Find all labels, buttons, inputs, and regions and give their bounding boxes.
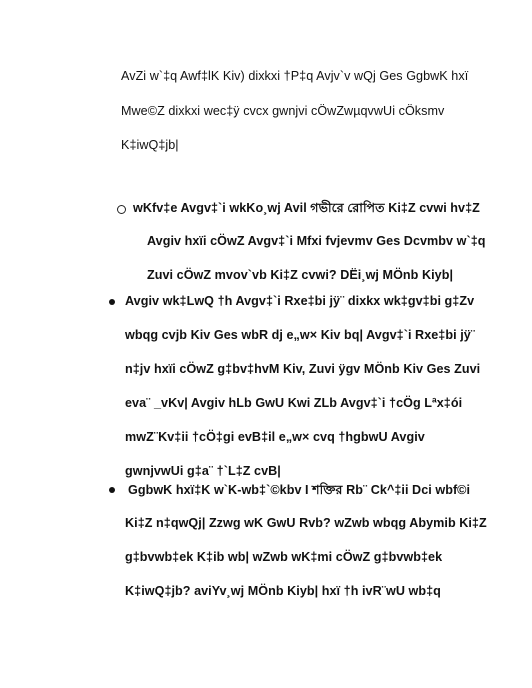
bullet-line: wbqg cvjb Kiv Ges wbR dj e„w× Kiv bq| Avgv‡`i Rxe‡bi jÿ¨ [125, 328, 476, 342]
intro-line: AvZi w`‡q Awf‡lK Kiv) dixkxi †P‡q Avjv`v wQj Ges GgbwK hxï [121, 69, 469, 83]
bullet-line: K‡iwQ‡jb? aviYv¸wj MÖnb Kiyb| hxï †h ivR¨wU wb‡q [125, 584, 441, 598]
intro-line: Mwe©Z dixkxi wec‡ÿ cvcx gwnjvi cÖwZwµqvwUi cÖksmv [121, 104, 445, 118]
intro-line: K‡iwQ‡jb| [121, 138, 179, 152]
bullet-line: Ki‡Z n‡qwQj| Zzwg wK GwU Rvb? wZwb wbqg Abymib Ki‡Z [125, 516, 487, 530]
bullet-line: g‡bvwb‡ek K‡ib wb| wZwb wK‡mi cÖwZ g‡bvwb‡ek [125, 550, 443, 564]
bullet-line: Avgiv wk‡LwQ †h Avgv‡`i Rxe‡bi jÿ¨ dixkx wk‡gv‡bi g‡Zv [125, 294, 475, 308]
bullet-line: n‡jv hxïi cÖwZ g‡bv‡hvM Kiv, Zuvi ÿgv MÖnb Kiv Ges Zuvi [125, 362, 481, 376]
sub-bullet-line: Avgiv hxïi cÖwZ Avgv‡`i Mfxi fvjevmv Ges Dcvmbv w`‡q [147, 234, 486, 248]
bullet-line: GgbwK hxï‡K w`K-wb‡`©kbv I শক্তির Rb¨ Ck^‡ii Dci wbf©i [128, 483, 471, 497]
filled-bullet-icon [109, 299, 115, 305]
filled-bullet-icon [109, 487, 115, 493]
bullet-line: eva¨ _vKv| Avgiv hLb GwU Kwi ZLb Avgv‡`i †cÖg Lªx‡ói [125, 396, 463, 410]
sub-bullet-line: Zuvi cÖwZ mvov`vb Ki‡Z cvwi? DËi¸wj MÖnb Kiyb| [147, 268, 454, 282]
hollow-bullet-icon [117, 205, 126, 214]
bullet-line: mwZ¨Kv‡ii †cÖ‡gi evB‡il e„w× cvq †hgbwU Avgiv [125, 430, 425, 444]
bullet-line: gwnjvwUi g‡a¨ †`L‡Z cvB| [125, 464, 281, 478]
sub-bullet-line: wKfv‡e Avgv‡`i wkKo¸wj Avil গভীরে রোপিত Ki‡Z cvwi hv‡Z [133, 201, 480, 215]
